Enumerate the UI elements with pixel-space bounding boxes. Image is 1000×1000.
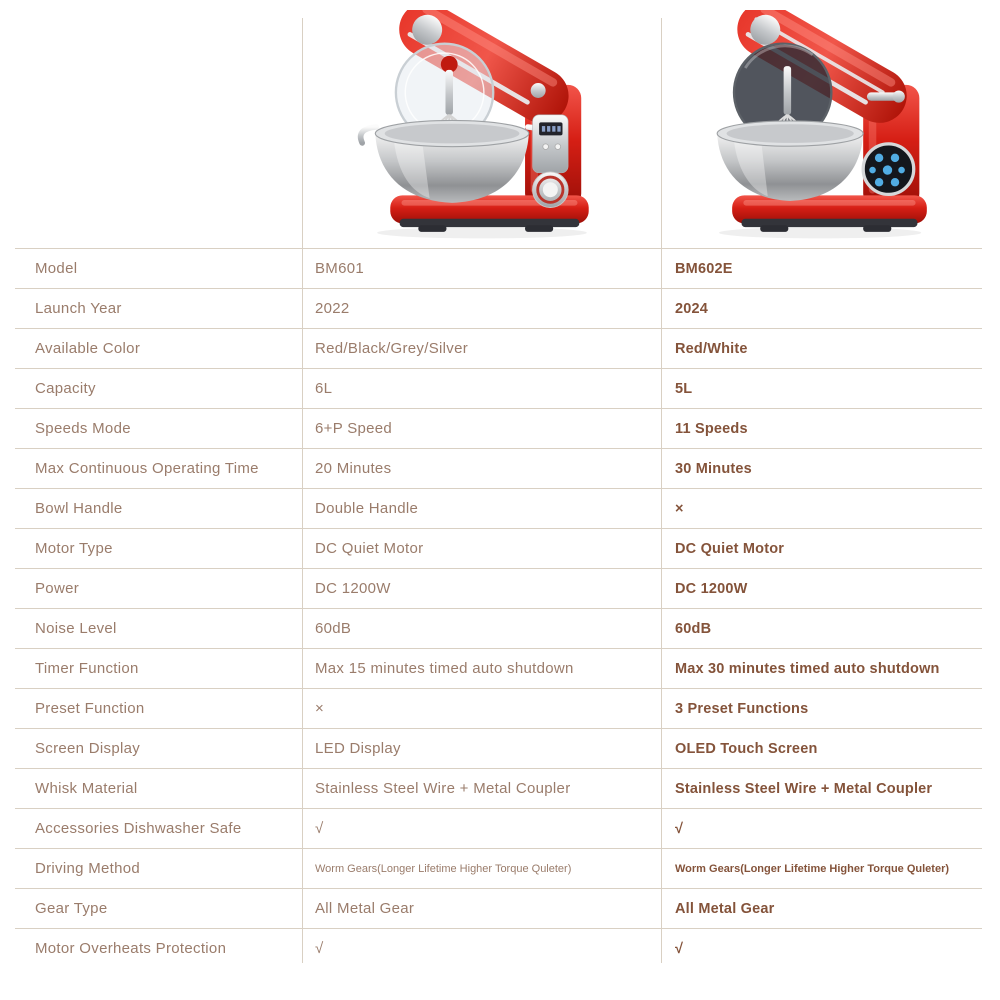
spec-label: Timer Function <box>35 660 139 677</box>
product-image-bm602e <box>662 8 982 246</box>
spec-value-bm601: DC Quiet Motor <box>315 540 424 557</box>
spec-value-bm602e: × <box>675 500 684 517</box>
table-row <box>15 648 982 688</box>
spec-value-bm602e: Stainless Steel Wire + Metal Coupler <box>675 780 933 797</box>
table-row <box>15 848 982 888</box>
floor-shadow <box>377 227 587 238</box>
table-row <box>15 688 982 728</box>
spec-label: Capacity <box>35 380 96 397</box>
spec-label: Motor Type <box>35 540 113 557</box>
table-row <box>15 328 982 368</box>
spec-value-bm602e: DC Quiet Motor <box>675 540 785 557</box>
spec-value-bm602e: Max 30 minutes timed auto shutdown <box>675 660 940 677</box>
spec-value-bm602e: Worm Gears(Longer Lifetime Higher Torque Quleter) <box>675 862 950 875</box>
spec-label: Gear Type <box>35 900 108 917</box>
spec-label: Accessories Dishwasher Safe <box>35 820 242 837</box>
spec-value-bm601: 6L <box>315 380 333 397</box>
spec-value-bm602e: √ <box>675 820 684 837</box>
spec-value-bm601: 60dB <box>315 620 352 637</box>
table-row <box>15 888 982 928</box>
stand-mixer-bm602e-illustration <box>672 10 972 244</box>
spec-value-bm601: Double Handle <box>315 500 419 517</box>
spec-value-bm601: LED Display <box>315 740 401 757</box>
spec-table <box>15 248 982 968</box>
spec-value-bm601: 6+P Speed <box>315 420 393 437</box>
spec-value-bm602e: DC 1200W <box>675 580 748 597</box>
table-row <box>15 368 982 408</box>
spec-value-bm601: 2022 <box>315 300 350 317</box>
table-row <box>15 728 982 768</box>
spec-label: Available Color <box>35 340 141 357</box>
spec-label: Bowl Handle <box>35 500 123 517</box>
spec-value-bm601: 20 Minutes <box>315 460 392 477</box>
spec-value-bm602e: √ <box>675 940 684 957</box>
spec-value-bm601: All Metal Gear <box>315 900 415 917</box>
spec-value-bm601: √ <box>315 940 324 957</box>
spec-label: Preset Function <box>35 700 145 717</box>
bowl-handle-left <box>361 127 377 143</box>
spec-value-bm601: √ <box>315 820 324 837</box>
spec-value-bm601: × <box>315 700 325 717</box>
spec-value-bm601: BM601 <box>315 260 365 277</box>
spec-label: Model <box>35 260 78 277</box>
spec-value-bm602e: 5L <box>675 380 693 397</box>
spec-label: Screen Display <box>35 740 141 757</box>
table-row <box>15 768 982 808</box>
spec-value-bm602e: All Metal Gear <box>675 900 775 917</box>
spec-value-bm601: DC 1200W <box>315 580 391 597</box>
spec-label: Driving Method <box>35 860 141 877</box>
table-row <box>15 528 982 568</box>
spec-value-bm601: Worm Gears(Longer Lifetime Higher Torque Quleter) <box>315 862 572 875</box>
spec-value-bm601: Max 15 minutes timed auto shutdown <box>315 660 574 677</box>
table-row <box>15 248 982 288</box>
table-row <box>15 448 982 488</box>
spec-value-bm602e: 30 Minutes <box>675 460 752 477</box>
table-row <box>15 568 982 608</box>
product-image-bm601 <box>303 8 661 246</box>
table-row <box>15 288 982 328</box>
spec-label: Motor Overheats Protection <box>35 940 227 957</box>
table-row <box>15 408 982 448</box>
spec-value-bm602e: Red/White <box>675 340 748 357</box>
spec-value-bm602e: 60dB <box>675 620 712 637</box>
spec-label: Power <box>35 580 80 597</box>
spec-value-bm602e: 2024 <box>675 300 709 317</box>
table-row <box>15 488 982 528</box>
spec-label: Speeds Mode <box>35 420 131 437</box>
head-release-button <box>531 83 546 98</box>
stand-mixer-bm601-illustration <box>332 10 632 244</box>
table-row <box>15 808 982 848</box>
spec-value-bm602e: 3 Preset Functions <box>675 700 809 717</box>
spec-label: Max Continuous Operating Time <box>35 460 259 477</box>
spec-label: Whisk Material <box>35 780 138 797</box>
table-row <box>15 928 982 968</box>
spec-value-bm601: Stainless Steel Wire + Metal Coupler <box>315 780 571 797</box>
table-row <box>15 608 982 648</box>
spec-label: Launch Year <box>35 300 122 317</box>
spec-label: Noise Level <box>35 620 117 637</box>
spec-value-bm602e: 11 Speeds <box>675 420 748 437</box>
spec-value-bm602e: OLED Touch Screen <box>675 740 818 757</box>
spec-value-bm602e: BM602E <box>675 260 733 277</box>
spec-value-bm601: Red/Black/Grey/Silver <box>315 340 469 357</box>
